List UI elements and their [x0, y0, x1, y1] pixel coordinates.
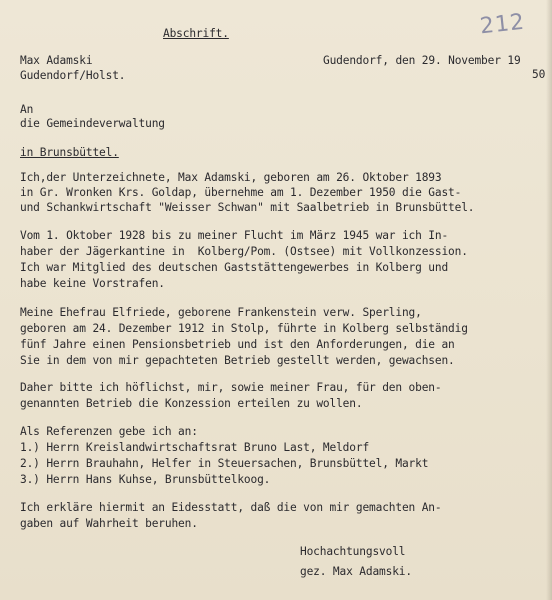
body-line: Ich,der Unterzeichnete, Max Adamski, geboren am 26. Oktober 1893 [20, 171, 442, 184]
recipient-line: in Brunsbüttel. [20, 146, 119, 159]
body-line: Sie in dem von mir gepachteten Betrieb gestellt werden, gewachsen. [20, 354, 455, 367]
closing: Hochachtungsvoll [300, 545, 406, 558]
signature: gez. Max Adamski. [300, 565, 412, 578]
body-line: Als Referenzen gebe ich an: [20, 425, 198, 438]
body-line: Vom 1. Oktober 1928 bis zu meiner Flucht im März 1945 war ich In- [20, 229, 449, 242]
page-edge-shadow [546, 0, 552, 600]
body-line: genannten Betrieb die Konzession erteilen zu wollen. [20, 397, 363, 410]
archive-page-number: 212 [478, 9, 527, 40]
body-line: geboren am 24. Dezember 1912 in Stolp, führte in Kolberg selbständig [20, 322, 468, 335]
recipient-line: An [20, 103, 34, 116]
body-line: fünf Jahre einen Pensionsbetrieb und ist den Anforderungen, die an [20, 338, 455, 351]
sender-name: Max Adamski [20, 54, 93, 67]
recipient-line: die Gemeindeverwaltung [20, 117, 165, 130]
date-year-end: 50 [532, 68, 546, 81]
reference-item: 3.) Herrn Hans Kuhse, Brunsbüttelkoog. [20, 473, 271, 486]
body-line: haber der Jägerkantine in Kolberg/Pom. (Ostsee) mit Vollkonzession. [20, 245, 468, 258]
body-line: Daher bitte ich höflichst, mir, sowie meiner Frau, für den oben- [20, 381, 442, 394]
reference-item: 2.) Herrn Brauhahn, Helfer in Steuersachen, Brunsbüttel, Markt [20, 457, 429, 470]
body-line: gaben auf Wahrheit beruhen. [20, 517, 198, 530]
body-line: Ich war Mitglied des deutschen Gaststättengewerbes in Kolberg und [20, 261, 449, 274]
sender-place: Gudendorf/Holst. [20, 69, 126, 82]
body-line: Ich erkläre hiermit an Eidesstatt, daß die von mir gemachten An- [20, 501, 442, 514]
body-line: und Schankwirtschaft "Weisser Schwan" mit Saalbetrieb in Brunsbüttel. [20, 201, 475, 214]
body-line: Meine Ehefrau Elfriede, geborene Frankenstein verw. Sperling, [20, 306, 422, 319]
body-line: in Gr. Wronken Krs. Goldap, übernehme am 1. Dezember 1950 die Gast- [20, 186, 462, 199]
reference-item: 1.) Herrn Kreislandwirtschaftsrat Bruno Last, Meldorf [20, 441, 370, 454]
date-line: Gudendorf, den 29. November 19 [323, 54, 521, 67]
document-heading: Abschrift. [163, 27, 229, 40]
body-line: habe keine Vorstrafen. [20, 277, 165, 290]
